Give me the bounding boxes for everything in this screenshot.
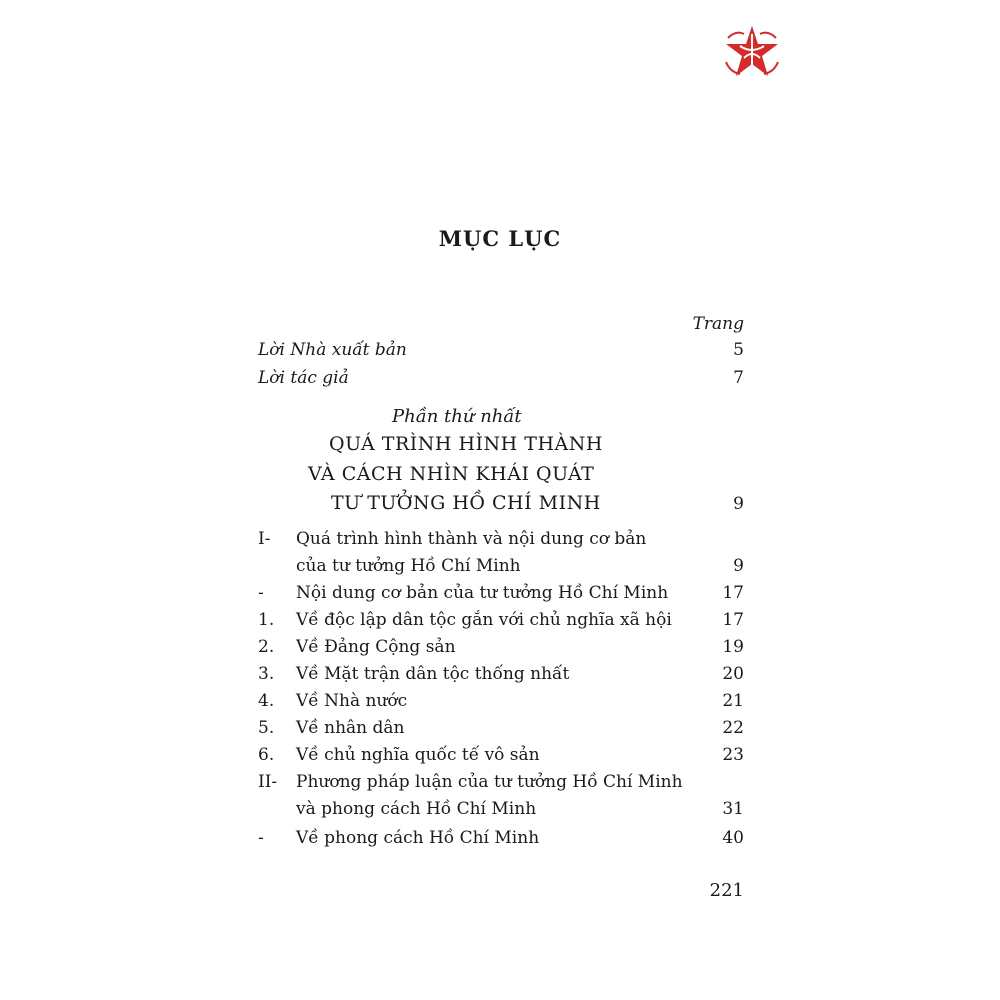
page-column-header: Trang [692, 314, 744, 334]
toc-entry-number: 3. [258, 664, 275, 684]
part-page: 9 [733, 494, 744, 514]
star-logo-icon [722, 24, 782, 82]
toc-entry-page: 17 [722, 610, 744, 630]
toc-entry-text: Về Đảng Cộng sản [296, 637, 456, 657]
part-title-line: TƯ TƯỞNG HỒ CHÍ MINH [331, 492, 601, 514]
toc-entry-text: Về nhân dân [296, 718, 405, 738]
toc-entry-page: 19 [722, 637, 744, 657]
toc-entry-text: và phong cách Hồ Chí Minh [296, 799, 537, 819]
toc-entry-page: 7 [733, 368, 744, 388]
toc-entry-text: Về chủ nghĩa quốc tế vô sản [296, 745, 540, 765]
toc-entry-number: 5. [258, 718, 275, 738]
toc-entry-page: 23 [722, 745, 744, 765]
page-number: 221 [709, 880, 744, 901]
page-title: MỤC LỤC [438, 226, 562, 251]
toc-entry-text: của tư tưởng Hồ Chí Minh [296, 556, 521, 576]
toc-entry-text: Nội dung cơ bản của tư tưởng Hồ Chí Minh [296, 583, 669, 603]
part-title-line: VÀ CÁCH NHÌN KHÁI QUÁT [308, 463, 595, 485]
toc-front-entry[interactable] [258, 340, 744, 366]
toc-entry-number: 6. [258, 745, 275, 765]
toc-front-entry[interactable] [258, 368, 744, 394]
toc-entry-text: Phương pháp luận của tư tưởng Hồ Chí Minh [296, 772, 683, 792]
toc-entry-text: Quá trình hình thành và nội dung cơ bản [296, 529, 647, 549]
part-title-line: QUÁ TRÌNH HÌNH THÀNH [329, 433, 603, 455]
toc-entry-text: Về phong cách Hồ Chí Minh [296, 828, 540, 848]
toc-entry-page: 17 [722, 583, 744, 603]
toc-entry-page: 20 [722, 664, 744, 684]
toc-entry-number: 4. [258, 691, 275, 711]
toc-entry-number: - [258, 828, 264, 848]
toc-entry-page: 9 [733, 556, 744, 576]
toc-entry-text: Về độc lập dân tộc gắn với chủ nghĩa xã hội [296, 610, 672, 630]
toc-entry-page: 21 [722, 691, 744, 711]
toc-entry-number: II- [258, 772, 278, 792]
toc-entry-page: 5 [733, 340, 744, 360]
toc-entry-page: 22 [722, 718, 744, 738]
toc-entry-text: Về Mặt trận dân tộc thống nhất [296, 664, 570, 684]
toc-entry-page: 40 [722, 828, 744, 848]
toc-entry-text: Về Nhà nước [296, 691, 408, 711]
part-subtitle: Phần thứ nhất [392, 406, 522, 427]
toc-entry-label: Lời Nhà xuất bản [258, 340, 407, 360]
toc-entry-number: 2. [258, 637, 275, 657]
toc-entry-number: - [258, 583, 264, 603]
toc-entry-number: I- [258, 529, 271, 549]
toc-entry-page: 31 [722, 799, 744, 819]
toc-entry-label: Lời tác giả [258, 368, 349, 388]
toc-entry-number: 1. [258, 610, 275, 630]
